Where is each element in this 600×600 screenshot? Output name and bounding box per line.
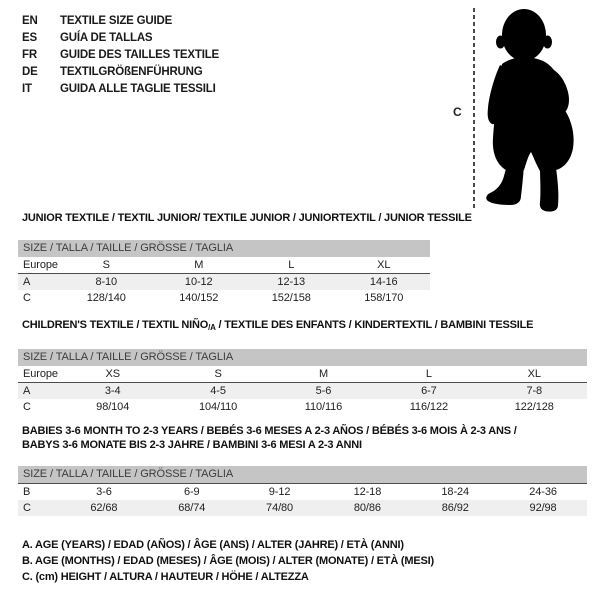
size-cell: 3-6 [96, 486, 112, 498]
size-cell: M [153, 257, 246, 274]
size-cell: 7-8 [526, 384, 543, 397]
language-row [22, 30, 219, 47]
size-header-bar: SIZE / TALLA / TAILLE / GRÖSSE / TAGLIA [18, 466, 587, 484]
table-row [18, 382, 587, 399]
language-label: TEXTILGRÖßENFÜHRUNG [60, 66, 203, 78]
row-label: C [23, 400, 31, 413]
row-label: A [23, 384, 31, 397]
table-row [18, 500, 587, 516]
size-cell: 6-9 [183, 486, 200, 498]
size-cell: 116/122 [409, 400, 448, 413]
note-line-b: B. AGE (MONTHS) / EDAD (MESES) / ÂGE (MOIS) / ALTER (MONATE) / ETÀ (MESI) [22, 555, 434, 567]
size-cell: S [165, 366, 270, 383]
table-title-text: JUNIOR TEXTILE / TEXTIL JUNIOR/ TEXTILE JUNIOR / JUNIORTEXTIL / JUNIOR TESSILE [22, 212, 472, 224]
language-code: FR [22, 49, 37, 61]
size-cell: L [245, 257, 338, 274]
language-row [22, 47, 219, 64]
language-label: GUIDA ALLE TAGLIE TESSILI [60, 83, 216, 95]
table-row [18, 273, 430, 290]
size-cell: 86/92 [441, 502, 469, 514]
size-header-bar: SIZE / TALLA / TAILLE / GRÖSSE / TAGLIA [18, 240, 430, 257]
size-cell: 8-10 [95, 275, 118, 288]
table-row [18, 290, 430, 306]
size-header-bar: SIZE / TALLA / TAILLE / GRÖSSE / TAGLIA [18, 349, 587, 366]
size-cell: 140/152 [179, 291, 219, 304]
row-label: C [23, 291, 31, 304]
size-table-section-junior [18, 212, 472, 306]
language-label: GUÍA DE TALLAS [60, 32, 153, 44]
size-cell: XS [60, 366, 165, 383]
size-cell: 24-36 [529, 486, 557, 498]
size-table [18, 484, 587, 516]
table-row [18, 399, 587, 415]
size-cell: 158/170 [364, 291, 404, 304]
language-code: EN [22, 15, 38, 27]
table-row [18, 484, 587, 500]
size-cell: 98/104 [96, 400, 130, 413]
table-row [18, 366, 587, 383]
size-cell: 3-4 [104, 384, 121, 397]
table-title [18, 212, 472, 226]
size-cell: 68/74 [178, 502, 206, 514]
row-label: A [23, 275, 31, 288]
note-line-c: C. (cm) HEIGHT / ALTURA / HAUTEUR / HÖHE / ALTEZZA [22, 571, 309, 583]
size-cell: 122/128 [514, 400, 554, 413]
toddler-silhouette-icon [484, 8, 582, 212]
measure-label-c: C [453, 105, 462, 119]
size-cell: 9-12 [268, 486, 291, 498]
table-title-subscript: /A [208, 323, 216, 332]
size-cell: XL [338, 257, 431, 274]
size-cell: 80/86 [353, 502, 381, 514]
table-title-text: CHILDREN'S TEXTILE / TEXTIL NIÑO [22, 319, 209, 331]
language-row [22, 64, 219, 81]
size-table [18, 366, 587, 415]
size-table-section-children [18, 319, 587, 415]
size-cell: XL [482, 366, 587, 383]
size-cell: 152/158 [271, 291, 311, 304]
table-title-text: BABIES 3-6 MONTH TO 2-3 YEARS / BEBÉS 3-6 MESES A 2-3 AÑOS / BÉBÉS 3-6 MOIS À 2-3 ANS / [22, 425, 517, 437]
language-label: TEXTILE SIZE GUIDE [60, 15, 173, 27]
size-cell: 104/110 [198, 400, 238, 413]
size-cell: 14-16 [369, 275, 398, 288]
row-label: Europe [18, 257, 60, 274]
table-title [18, 425, 587, 452]
size-cell: 5-6 [315, 384, 332, 397]
size-table-section-babies [18, 425, 587, 516]
language-code: IT [22, 83, 32, 95]
size-cell: 4-5 [210, 384, 226, 397]
size-cell: 62/68 [90, 502, 118, 514]
height-measure-dashed-line [473, 8, 475, 210]
size-cell: 110/116 [304, 400, 343, 413]
row-label: Europe [18, 366, 60, 383]
size-cell: 6-7 [421, 384, 437, 397]
size-cell: M [271, 366, 376, 383]
size-cell: L [376, 366, 481, 383]
table-title-text: BABYS 3-6 MONATE BIS 2-3 JAHRE / BAMBINI 3-6 MESI A 2-3 ANNI [22, 438, 362, 451]
language-row [22, 81, 219, 98]
row-label: B [23, 486, 31, 498]
language-code: ES [22, 32, 37, 44]
size-cell: 18-24 [441, 486, 470, 498]
size-cell: S [60, 257, 153, 274]
size-cell: 10-12 [184, 275, 213, 288]
size-cell: 74/80 [266, 502, 294, 514]
size-table [18, 257, 430, 306]
legend-notes [22, 537, 434, 585]
language-label: GUIDE DES TAILLES TEXTILE [60, 49, 219, 61]
size-cell: 12-18 [353, 486, 382, 498]
language-list [22, 13, 219, 98]
size-cell: 12-13 [277, 275, 306, 288]
size-cell: 92/98 [529, 502, 557, 514]
table-row [18, 257, 430, 274]
size-cell: 128/140 [86, 291, 126, 304]
table-title [18, 319, 587, 335]
note-line-a: A. AGE (YEARS) / EDAD (AÑOS) / ÂGE (ANS) / ALTER (JAHRE) / ETÀ (ANNI) [22, 539, 404, 551]
language-code: DE [22, 66, 38, 78]
language-row [22, 13, 219, 30]
table-title-text: / TEXTILE DES ENFANTS / KINDERTEXTIL / BAMBINI TESSILE [215, 319, 534, 331]
row-label: C [23, 502, 31, 514]
